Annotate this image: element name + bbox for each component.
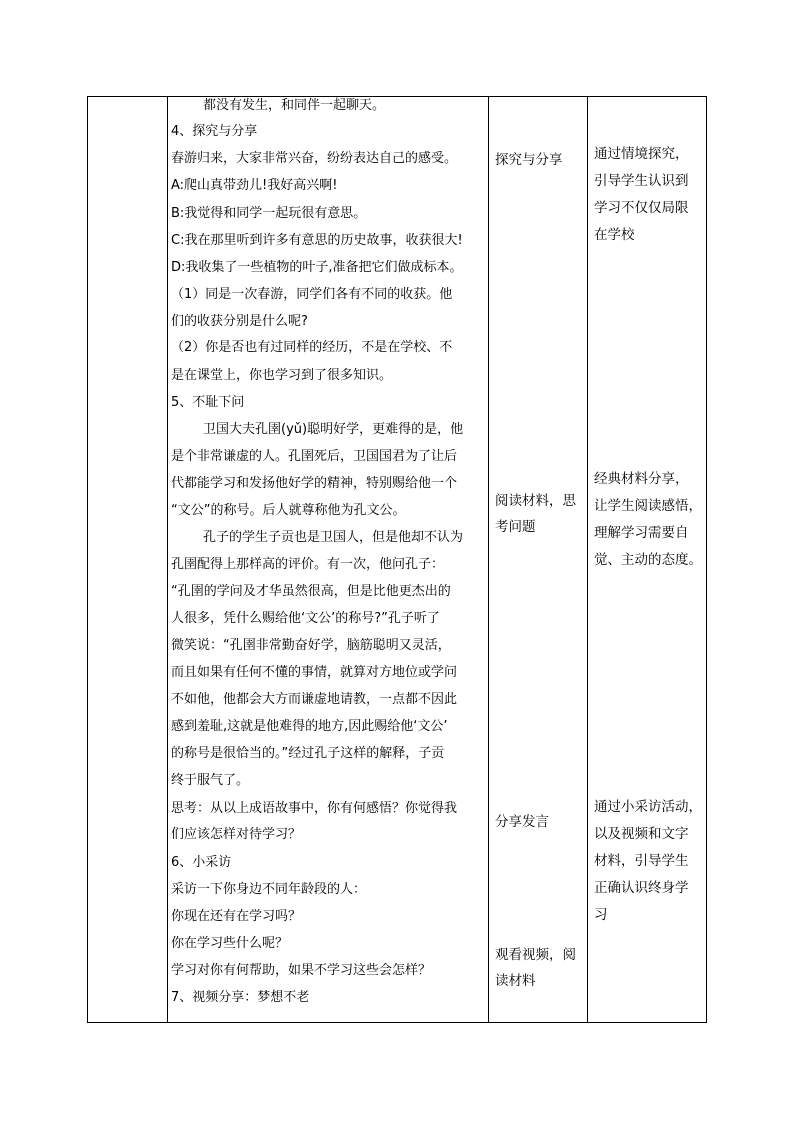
student-activity-line: 阅读材料，思 (495, 493, 576, 509)
content-line: 你在学习些什么呢？ (171, 936, 289, 951)
student-activity-line: 考问题 (495, 519, 536, 535)
content-line: 们应该怎样对待学习？ (171, 827, 302, 842)
student-activity-block (495, 147, 563, 173)
content-line: 是个非常谦虚的人。孔圉死后，卫国国君为了让后 (171, 449, 458, 464)
content-line: （2）你是否也有过同样的经历，不是在学校、不 (171, 340, 453, 355)
content-line: 而且如果有任何不懂的事情，就算对方地位或学问 (171, 665, 458, 680)
student-activity-line: 观看视频，阅 (495, 947, 576, 963)
student-activity-block (495, 942, 576, 994)
content-line: 7、视频分享：梦想不老 (171, 990, 310, 1005)
content-line: B:我觉得和同学一起玩很有意思。 (171, 206, 367, 221)
content-line: 的称号是很恰当的。”经过孔子这样的解释，子贡 (171, 746, 445, 761)
content-line: 不如他，他都会大方而谦虚地请教，一点都不因此 (171, 692, 458, 707)
content-line: 采访一下你身边不同年龄段的人： (171, 882, 367, 897)
content-line: 学习对你有何帮助，如果不学习这些会怎样？ (171, 963, 432, 978)
design-intent-line: 在学校 (594, 227, 635, 243)
content-line: （1）同是一次春游，同学们各有不同的收获。他 (171, 287, 453, 302)
content-line: 你现在还有在学习吗？ (171, 909, 302, 924)
student-activity-block (495, 488, 576, 540)
design-intent-line: 理解学习需要自 (594, 525, 689, 541)
design-intent-line: 觉、主动的态度。 (594, 552, 702, 568)
stage-cell (88, 96, 167, 1022)
teaching-content-cell (168, 96, 488, 1022)
student-activity-line: 分享发言 (495, 814, 549, 830)
design-intent-line: 让学生阅读感悟， (594, 498, 702, 514)
content-line: 孔子的学生子贡也是卫国人，但是他却不认为 (203, 530, 464, 545)
lesson-plan-table (87, 96, 707, 1023)
table-border-right (706, 96, 707, 1023)
content-line: 代都能学习和发扬他好学的精神，特别赐给他一个 (171, 476, 458, 491)
student-activity-line: 读材料 (495, 973, 536, 989)
content-line: C:我在那里听到许多有意思的历史故事，收获很大! (171, 233, 463, 248)
content-line: 们的收获分别是什么呢? (171, 314, 308, 329)
content-line: 都没有发生，和同伴一起聊天。 (203, 98, 386, 113)
student-activity-block (495, 809, 549, 835)
design-intent-line: 通过情境探究， (594, 146, 689, 162)
content-line: 终于服气了。 (171, 773, 250, 788)
content-line: 卫国大夫孔圉(yǔ)聪明好学，更难得的是，他 (203, 422, 464, 437)
content-line: 思考：从以上成语故事中，你有何感悟？你觉得我 (171, 801, 458, 816)
design-intent-line: 以及视频和文字 (594, 826, 689, 842)
design-intent-block (594, 794, 702, 929)
content-line: 春游归来，大家非常兴奋，纷纷表达自己的感受。 (171, 151, 458, 166)
design-intent-line: 经典材料分享， (594, 471, 689, 487)
content-line: 感到羞耻,这就是他难得的地方,因此赐给他‘文公’ (171, 719, 448, 734)
design-intent-line: 正确认识终身学 (594, 880, 689, 896)
content-line: 微笑说：“孔圉非常勤奋好学，脑筋聪明又灵活， (171, 638, 451, 653)
design-intent-line: 通过小采访活动， (594, 799, 702, 815)
content-line: 孔圉配得上那样高的评价。有一次，他问孔子： (171, 557, 445, 572)
content-line: 是在课堂上，你也学习到了很多知识。 (171, 368, 393, 383)
content-line: D:我收集了一些植物的叶子,准备把它们做成标本。 (171, 260, 463, 275)
content-line: “孔圉的学问及才华虽然很高，但是比他更杰出的 (171, 584, 451, 599)
content-line: A:爬山真带劲儿!我好高兴啊! (171, 178, 338, 193)
design-intent-block (594, 141, 689, 249)
content-line: 4、探究与分享 (171, 124, 258, 139)
content-line: 人很多，凭什么赐给他‘文公’的称号?”孔子听了 (171, 611, 440, 626)
table-border-bottom (87, 1022, 707, 1023)
design-intent-line: 习 (594, 907, 608, 923)
design-intent-cell (588, 96, 706, 1022)
content-line: 6、小采访 (171, 855, 232, 870)
design-intent-line: 引导学生认识到 (594, 173, 689, 189)
content-line: 5、不耻下问 (171, 395, 245, 410)
design-intent-line: 学习不仅仅局限 (594, 200, 689, 216)
student-activity-line: 探究与分享 (495, 152, 563, 168)
design-intent-line: 材料，引导学生 (594, 853, 689, 869)
student-activity-cell (489, 96, 587, 1022)
design-intent-block (594, 466, 702, 574)
content-line: “文公”的称号。后人就尊称他为孔文公。 (171, 503, 406, 518)
